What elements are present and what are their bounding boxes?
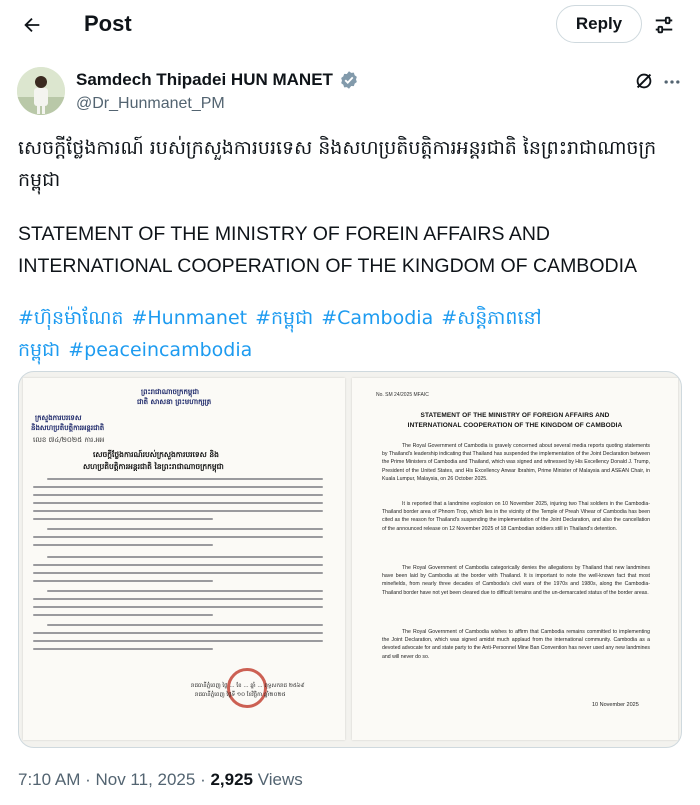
post-timestamp[interactable]: 7:10 AM · Nov 11, 2025 ·: [18, 770, 211, 789]
doc-paragraph: The Royal Government of Cambodia wishes to affirm that Cambodia remains committed to implementing the Joint Declaration, which was signed amidst much applaud from the international community. Cambodia as a devoted advocate for and state party to the Anti-Personnel Mine Ban Convention has never used any new landmines and will never do so.: [382, 629, 650, 660]
author-handle[interactable]: @Dr_Hunmanet_PM: [76, 95, 225, 112]
top-bar: [0, 0, 700, 50]
doc-text-line: [33, 544, 213, 546]
doc-paragraph: The Royal Government of Cambodia is gravely concerned about several media reports quoting statements by Thailand's leadership indicating that Thailand has suspended the implementation of the Joint Declaration between the Prime Ministers of Cambodia and Thailand, which was signed and witnessed by His Excellency Donald J. Trump, President of the United States, and His Excellency Anwar Ibrahim, Prime Minister of Malaysia and ASEAN Chair, in Kuala Lumpur, Malaysia, on 26 October 2025.: [382, 443, 650, 482]
author-name[interactable]: [76, 70, 359, 90]
doc-text-line: [33, 494, 323, 496]
post-meta: [18, 770, 303, 790]
doc-ref-kh: លេខ ៧៤/២០២៥ ការ.អអ: [33, 436, 105, 444]
doc-text-line: [47, 556, 323, 558]
hashtag-link[interactable]: #សន្តិភាពនៅកម្ពុជា: [18, 307, 542, 361]
hashtag-link[interactable]: #Hunmanet: [131, 307, 248, 329]
verified-badge-icon: [339, 70, 359, 90]
doc-text-line: [33, 606, 323, 608]
doc-heading-line1: STATEMENT OF THE MINISTRY OF FOREIGN AFFAIRS AND: [420, 412, 610, 419]
doc-text-line: [33, 580, 213, 582]
doc-text-line: [33, 536, 323, 538]
doc-sign-line2: រាជធានីភ្នំពេញ ថ្ងៃទី ១០ ខែវិច្ឆិកា ឆ្នាំ២០២៥: [195, 692, 286, 698]
post-media[interactable]: [18, 371, 682, 748]
back-button[interactable]: [14, 8, 50, 42]
doc-heading-line2: INTERNATIONAL COOPERATION OF THE KINGDOM OF CAMBODIA: [407, 422, 623, 429]
doc-date: 10 November 2025: [592, 702, 639, 708]
doc-text-line: [33, 572, 323, 574]
doc-text-line: [33, 640, 323, 642]
doc-paragraph: The Royal Government of Cambodia categorically denies the allegations by Thailand that new landmines have been laid by Cambodia at the border with Thailand. It is important to note the well-known fact that most minefields, from nearly three decades of Cambodia's civil wars of the 1970s and 1980s, along the Cambodia-Thailand border have not yet been cleared due to difficult terrains and the un-demarcated status of the border areas.: [382, 565, 650, 596]
arrow-left-icon: [21, 14, 43, 36]
settings-sliders-button[interactable]: [650, 11, 678, 39]
doc-text-line: [47, 590, 323, 592]
doc-text-line: [47, 478, 323, 480]
document-khmer[interactable]: [23, 378, 345, 740]
doc-kingdom-header: ព្រះរាជាណាចក្រកម្ពុជា: [141, 388, 200, 396]
doc-ministry-line1: ក្រសួងការបរទេស: [35, 414, 82, 422]
doc-heading-kh-2: សហប្រតិបត្តិការអន្តរជាតិ នៃព្រះរាជាណាចក្រកម្ពុជា: [83, 462, 224, 471]
views-count: 2,925: [210, 770, 254, 789]
more-options-icon[interactable]: [662, 72, 682, 92]
post-english-title: STATEMENT OF THE MINISTRY OF FOREIN AFFAIRS AND INTERNATIONAL COOPERATION OF THE KINGDOM OF CAMBODIA: [18, 223, 637, 277]
doc-text-line: [33, 564, 323, 566]
page-title: Post: [84, 11, 132, 36]
doc-text-line: [47, 528, 323, 530]
hashtag-link[interactable]: #ហ៊ុនម៉ាណែត: [18, 307, 124, 329]
hashtag-link[interactable]: #កម្ពុជា: [255, 307, 314, 329]
doc-sign-line1: រាជធានីភ្នំពេញ ថ្ងៃ ... ខែ ... ឆ្នាំ ... ពុទ្ធសករាជ ២៥៦៩: [191, 683, 305, 689]
doc-text-line: [47, 624, 323, 626]
author-name-text: Samdech Thipadei HUN MANET: [76, 70, 333, 89]
avatar-image: [17, 67, 65, 115]
doc-heading-kh-1: សេចក្តីថ្លែងការណ៍របស់ក្រសួងការបរទេស និង: [93, 450, 219, 459]
doc-text-line: [33, 518, 213, 520]
hashtag-link[interactable]: #Cambodia: [321, 307, 434, 329]
doc-text-line: [33, 614, 213, 616]
views-label: Views: [253, 770, 303, 789]
sliders-icon: [653, 14, 675, 36]
grok-icon[interactable]: [633, 70, 655, 92]
doc-ministry-line2: និងសហប្រតិបត្តិការអន្តរជាតិ: [31, 424, 105, 432]
document-english[interactable]: [352, 378, 678, 740]
doc-ref-number: No. SM 24/2025 MFAIC: [376, 392, 429, 398]
doc-text-line: [33, 648, 213, 650]
post-khmer-title: សេចក្ដីថ្លែងការណ៍ របស់ក្រសួងការបរទេស និងសហប្រតិបត្តិការអន្តរជាតិ នៃព្រះរាជាណាចក្រកម្ពុជា: [18, 137, 657, 191]
doc-text-line: [33, 632, 323, 634]
doc-motto: ជាតិ សាសនា ព្រះមហាក្សត្រ: [137, 398, 212, 406]
doc-text-line: [33, 510, 323, 512]
doc-paragraph: It is reported that a landmine explosion on 10 November 2025, injuring two Thai soldiers in the Cambodia-Thailand border area of Phnom Trop, which lies in the vicinity of the Temple of Preah Vihear of Cambodia has been cited as the reason for Thailand's suspending the implementation of the Joint Declaration, and also the cancellation of the announced release on 12 November 2025 of 18 Cambodian soldiers still in Thailand's detention.: [382, 501, 650, 532]
doc-text-line: [33, 598, 323, 600]
doc-text-line: [33, 486, 323, 488]
reply-button[interactable]: Reply: [556, 5, 642, 43]
doc-text-line: [33, 502, 323, 504]
post-hashtags: [18, 302, 683, 366]
hashtag-link[interactable]: #peaceincambodia: [68, 339, 253, 361]
avatar[interactable]: [17, 67, 65, 115]
